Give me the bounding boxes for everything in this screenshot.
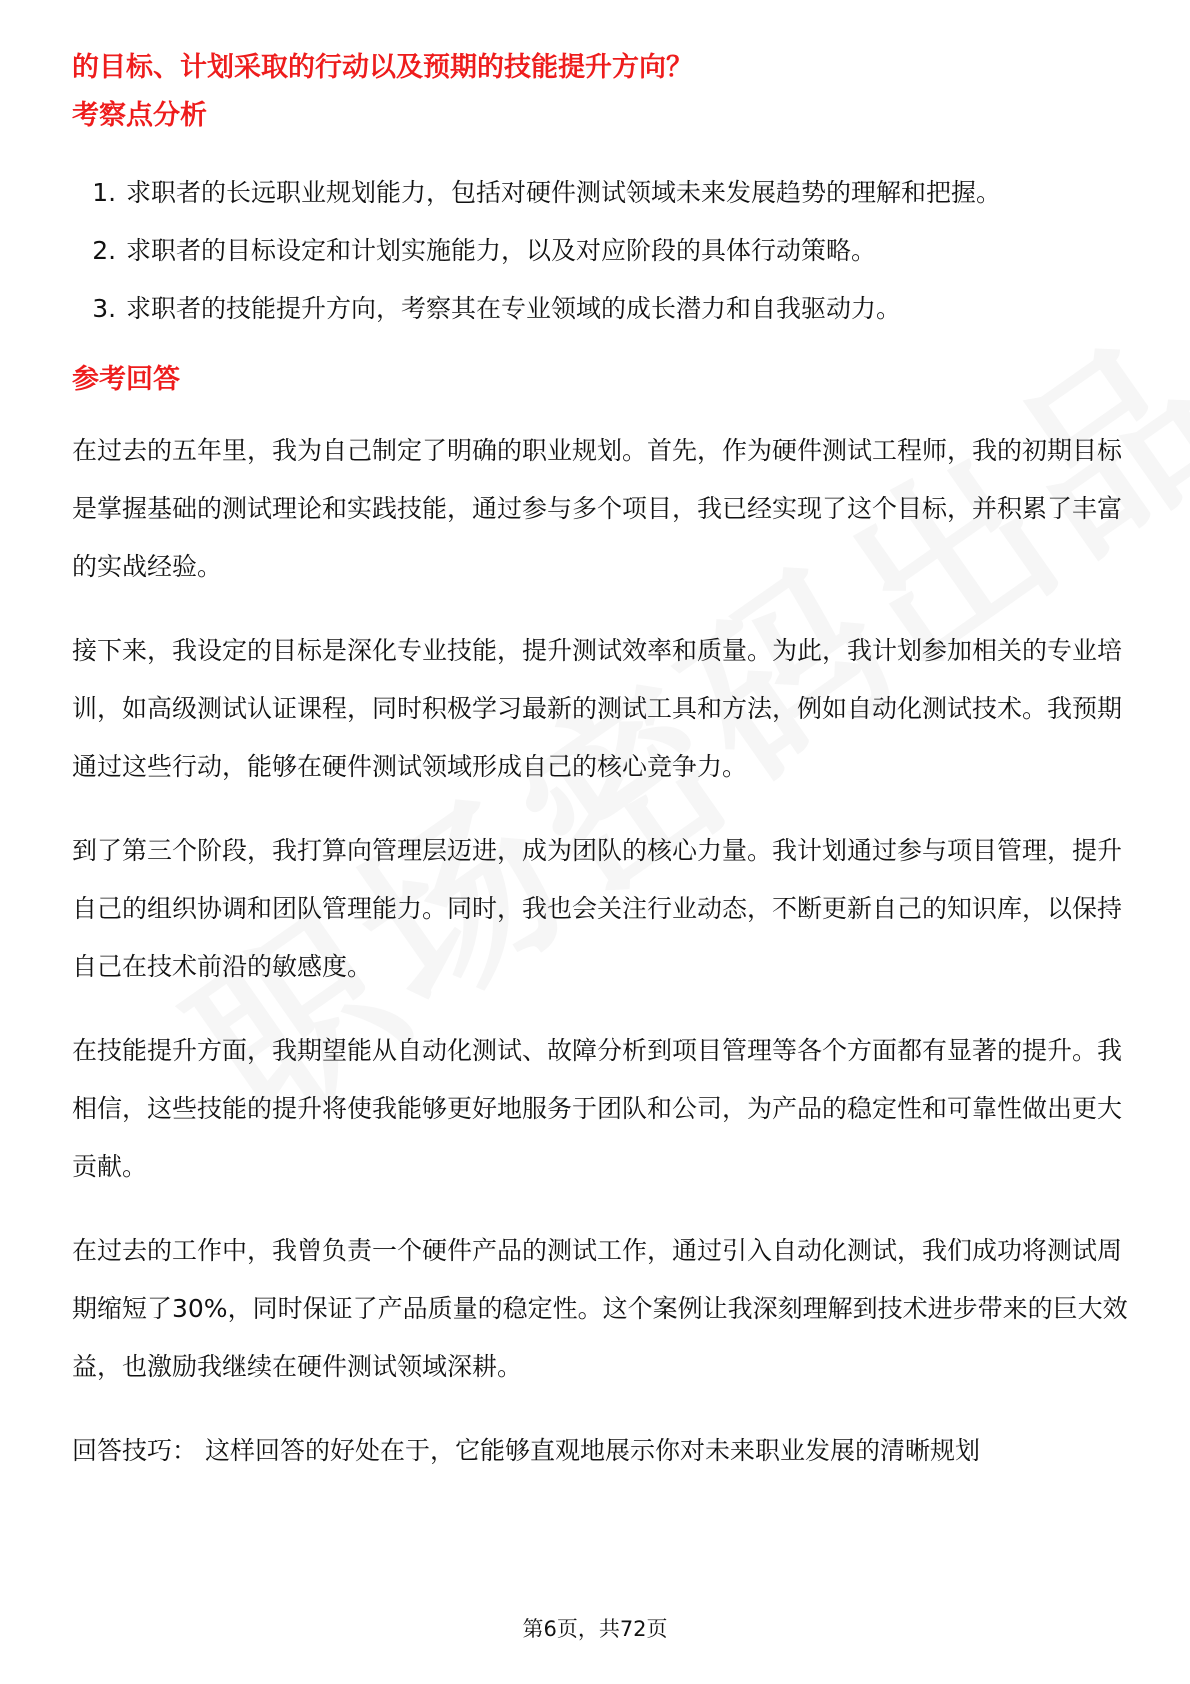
list-item: 2. 求职者的目标设定和计划实施能力，以及对应阶段的具体行动策略。 [124,222,1132,280]
list-item: 3. 求职者的技能提升方向，考察其在专业领域的成长潜力和自我驱动力。 [124,280,1132,338]
page-content [72,48,1132,1480]
answer-paragraph: 在过去的工作中，我曾负责一个硬件产品的测试工作，通过引入自动化测试，我们成功将测试周期缩短了30%，同时保证了产品质量的稳定性。这个案例让我深刻理解到技术进步带来的巨大效益，也激励我继续在硬件测试领域深耕。 [72,1236,1128,1381]
reference-heading: 参考回答 [72,364,180,395]
answer-paragraph: 在技能提升方面，我期望能从自动化测试、故障分析到项目管理等各个方面都有显著的提升。我相信，这些技能的提升将使我能够更好地服务于团队和公司，为产品的稳定性和可靠性做出更大贡献。 [72,1036,1123,1181]
answer-paragraph: 接下来，我设定的目标是深化专业技能，提升测试效率和质量。为此，我计划参加相关的专业培训，如高级测试认证课程，同时积极学习最新的测试工具和方法，例如自动化测试技术。我预期通过这些行动，能够在硬件测试领域形成自己的核心竞争力。 [72,636,1123,781]
list-item: 1. 求职者的长远职业规划能力，包括对硬件测试领域未来发展趋势的理解和把握。 [124,164,1132,222]
answer-paragraph: 到了第三个阶段，我打算向管理层迈进，成为团队的核心力量。我计划通过参与项目管理，提升自己的组织协调和团队管理能力。同时，我也会关注行业动态，不断更新自己的知识库，以保持自己在技术前沿的敏感度。 [72,836,1123,981]
analysis-list [72,164,1132,338]
answer-paragraph: 在过去的五年里，我为自己制定了明确的职业规划。首先，作为硬件测试工程师，我的初期目标是掌握基础的测试理论和实践技能，通过参与多个项目，我已经实现了这个目标，并积累了丰富的实战经验。 [72,436,1123,581]
analysis-heading: 考察点分析 [72,100,207,131]
question-tail: 的目标、计划采取的行动以及预期的技能提升方向？ [72,52,693,83]
answer-tip: 回答技巧： 这样回答的好处在于，它能够直观地展示你对未来职业发展的清晰规划 [72,1436,980,1465]
page-number: 第6页，共72页 [522,1617,668,1641]
